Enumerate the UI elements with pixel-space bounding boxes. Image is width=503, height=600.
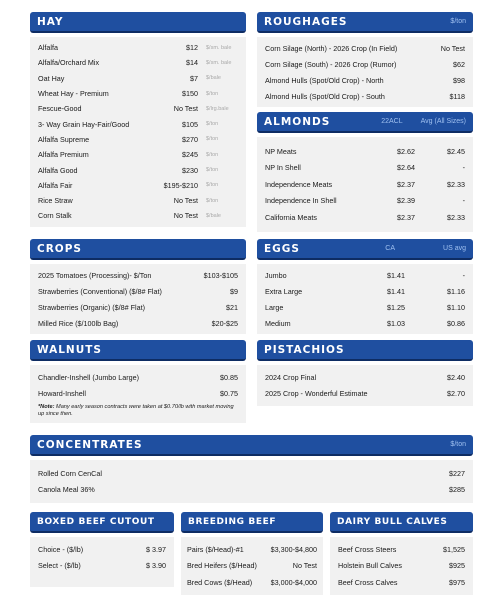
hay-item-value: $150: [182, 89, 198, 99]
concentrates-item-value: $285: [449, 485, 465, 495]
eggs-row: [265, 267, 465, 283]
almonds-col1: 22ACL: [381, 118, 403, 125]
hay-item-unit: $/ton: [206, 182, 219, 189]
dairy-bull-list: [330, 537, 473, 595]
crops-row: [38, 315, 238, 331]
dairy-bull-panel: [330, 512, 473, 595]
roughages-unit: $/ton: [450, 18, 466, 25]
concentrates-item-name: Canola Meal 36%: [38, 485, 95, 495]
hay-row: [38, 162, 238, 177]
walnuts-note-text: Many early season contracts were taken at $0.70/lb with market moving up since then.: [38, 404, 234, 417]
hay-item-name: Fescue-Good: [38, 104, 82, 114]
almonds-item-v1: $2.62: [397, 146, 415, 156]
breeding_beef-item-name: Bred Heifers ($/Head): [187, 561, 257, 571]
concentrates-panel: [30, 435, 473, 503]
eggs-item-v2: $1.10: [447, 302, 465, 312]
hay-item-value: No Test: [173, 104, 198, 114]
walnuts-list: [30, 365, 246, 423]
almonds-item-name: Independence In Shell: [265, 196, 337, 206]
hay-item-unit: $/ton: [206, 151, 219, 158]
crops-item-name: Milled Rice ($/100lb Bag): [38, 318, 119, 328]
boxed_beef-item-value: $ 3.97: [146, 544, 166, 554]
eggs-col2: US avg: [443, 245, 466, 252]
hay-item-name: Alfalfa/Orchard Mix: [38, 58, 100, 68]
eggs-col-headers: [385, 245, 466, 252]
roughages-item-name: Almond Hulls (Spot/Old Crop) - North: [265, 75, 384, 85]
hay-item-value: $14: [186, 58, 198, 68]
almonds-item-name: Independence Meats: [265, 179, 333, 189]
pistachios-item-name: 2024 Crop Final: [265, 372, 317, 382]
eggs-item-v2: -: [462, 270, 465, 280]
concentrates-header: [30, 435, 473, 456]
almonds-list: [257, 137, 473, 232]
roughages-item-value: $98: [453, 75, 465, 85]
eggs-item-v1: $1.03: [387, 318, 405, 328]
eggs-row: [265, 283, 465, 299]
hay-list: [30, 37, 246, 227]
crops-item-value: $103-$105: [203, 270, 238, 280]
crops-item-name: Strawberries (Conventional) ($/8# Flat): [38, 286, 162, 296]
hay-item-name: Alfalfa: [38, 43, 58, 53]
dairy_bull-item-value: $925: [449, 561, 465, 571]
eggs-item-name: Large: [265, 302, 284, 312]
hay-row: [38, 116, 238, 131]
hay-row: [38, 178, 238, 193]
hay-item-unit: $/sm. bale: [206, 59, 232, 66]
concentrates-item-value: $227: [449, 468, 465, 478]
almonds-item-v1: $2.39: [397, 196, 415, 206]
crops-item-name: Strawberries (Organic) ($/8# Flat): [38, 302, 146, 312]
eggs-item-v1: $1.25: [387, 302, 405, 312]
concentrates-row: [38, 482, 465, 499]
hay-item-name: Oat Hay: [38, 73, 65, 83]
roughages-title: ROUGHAGES: [264, 15, 348, 28]
walnuts-item-name: Chandler-Inshell (Jumbo Large): [38, 372, 140, 382]
crops-item-value: $21: [226, 302, 238, 312]
dairy_bull-item-value: $1,525: [443, 544, 465, 554]
dairy_bull-row: [338, 541, 465, 558]
roughages-header: [257, 12, 473, 33]
almonds-row: [265, 143, 465, 160]
crops-row: [38, 267, 238, 283]
hay-item-unit: $/lrg.bale: [206, 105, 229, 112]
almonds-header: [257, 112, 473, 133]
walnuts-item-name: Howard-Inshell: [38, 389, 86, 399]
eggs-item-v2: $1.16: [447, 286, 465, 296]
hay-header: [30, 12, 246, 33]
hay-item-unit: $/ton: [206, 90, 219, 97]
crops-item-value: $20-$25: [211, 318, 238, 328]
almonds-row: [265, 209, 465, 226]
hay-row: [38, 193, 238, 208]
hay-item-unit: $/sm. bale: [206, 44, 232, 51]
eggs-panel: [257, 239, 473, 334]
hay-row: [38, 40, 238, 55]
walnuts-title: WALNUTS: [37, 343, 102, 356]
hay-row: [38, 208, 238, 223]
hay-item-unit: $/ton: [206, 136, 219, 143]
breeding_beef-item-name: Pairs ($/Head)-#1: [187, 544, 244, 554]
roughages-row: [265, 72, 465, 88]
breeding-beef-title: BREEDING BEEF: [188, 516, 277, 527]
almonds-col2: Avg (All Sizes): [420, 118, 466, 125]
pistachios-list: [257, 365, 473, 406]
walnuts-panel: [30, 340, 246, 423]
eggs-item-v1: $1.41: [387, 270, 405, 280]
roughages-item-value: No Test: [440, 43, 465, 53]
roughages-row: [265, 40, 465, 56]
pistachios-header: [257, 340, 473, 361]
roughages-item-value: $118: [449, 91, 465, 101]
eggs-item-name: Extra Large: [265, 286, 303, 296]
hay-row: [38, 101, 238, 116]
concentrates-row: [38, 465, 465, 482]
boxed_beef-item-value: $ 3.90: [146, 561, 166, 571]
roughages-item-name: Almond Hulls (Spot/Old Crop) - South: [265, 91, 385, 101]
boxed_beef-row: [38, 541, 166, 558]
pistachios-row: [265, 369, 465, 386]
dairy_bull-item-value: $975: [449, 577, 465, 587]
hay-item-unit: $/ton: [206, 167, 219, 174]
pistachios-title: PISTACHIOS: [264, 343, 345, 356]
eggs-item-name: Medium: [265, 318, 291, 328]
roughages-item-name: Corn Silage (South) - 2026 Crop (Rumor): [265, 59, 397, 69]
eggs-header: [257, 239, 473, 260]
hay-item-name: Alfalfa Good: [38, 165, 78, 175]
eggs-item-v2: $0.86: [447, 318, 465, 328]
hay-row: [38, 86, 238, 101]
boxed_beef-item-name: Choice - ($/lb): [38, 544, 84, 554]
crops-panel: [30, 239, 246, 334]
roughages-list: [257, 37, 473, 107]
breeding_beef-item-value: $3,300-$4,800: [270, 544, 317, 554]
almonds-row: [265, 193, 465, 210]
breeding_beef-row: [187, 574, 317, 591]
eggs-item-name: Jumbo: [265, 270, 287, 280]
walnuts-item-value: $0.85: [220, 372, 238, 382]
hay-item-name: Wheat Hay - Premium: [38, 89, 109, 99]
walnuts-row: [38, 369, 238, 386]
almonds-item-v2: -: [462, 163, 465, 173]
almonds-item-v1: $2.64: [397, 163, 415, 173]
hay-item-name: Rice Straw: [38, 196, 73, 206]
boxed-beef-title: BOXED BEEF CUTOUT: [37, 516, 155, 527]
boxed-beef-list: [30, 537, 174, 587]
boxed_beef-item-name: Select - ($/lb): [38, 561, 81, 571]
boxed-beef-header: [30, 512, 174, 533]
hay-row: [38, 55, 238, 70]
roughages-item-name: Corn Silage (North) - 2026 Crop (In Field): [265, 43, 398, 53]
hay-row: [38, 132, 238, 147]
hay-row: [38, 147, 238, 162]
breeding_beef-item-value: No Test: [292, 561, 317, 571]
eggs-col1: CA: [385, 245, 396, 252]
almonds-item-name: NP Meats: [265, 146, 297, 156]
hay-item-name: 3- Way Grain Hay-Fair/Good: [38, 119, 130, 129]
almonds-item-v1: $2.37: [397, 212, 415, 222]
crops-row: [38, 299, 238, 315]
almonds-item-name: California Meats: [265, 212, 317, 222]
dairy_bull-row: [338, 558, 465, 575]
roughages-panel: [257, 12, 473, 107]
hay-item-unit: $/ton: [206, 197, 219, 204]
dairy_bull-item-name: Beef Cross Calves: [338, 577, 398, 587]
hay-row: [38, 71, 238, 86]
hay-item-unit: $/bale: [206, 212, 221, 219]
hay-item-name: Corn Stalk: [38, 211, 72, 221]
hay-item-value: $7: [190, 73, 198, 83]
walnuts-item-value: $0.75: [220, 389, 238, 399]
crops-title: CROPS: [37, 242, 82, 255]
hay-item-value: $105: [182, 119, 198, 129]
breeding-beef-panel: [181, 512, 323, 595]
almonds-panel: [257, 112, 473, 232]
breeding-beef-list: [181, 537, 323, 595]
almonds-item-v1: $2.37: [397, 179, 415, 189]
eggs-title: EGGS: [264, 242, 300, 255]
eggs-row: [265, 299, 465, 315]
walnuts-header: [30, 340, 246, 361]
crops-header: [30, 239, 246, 260]
walnuts-note-label: *Note:: [38, 404, 55, 410]
concentrates-unit: $/ton: [450, 441, 466, 448]
hay-item-value: No Test: [173, 196, 198, 206]
concentrates-list: [30, 460, 473, 503]
hay-item-unit: $/ton: [206, 121, 219, 128]
almonds-item-v2: $2.33: [447, 212, 465, 222]
crops-item-value: $9: [230, 286, 238, 296]
almonds-item-name: NP In Shell: [265, 163, 301, 173]
dairy-bull-header: [330, 512, 473, 533]
hay-item-name: Alfalfa Supreme: [38, 134, 90, 144]
pistachios-item-value: $2.70: [447, 389, 465, 399]
breeding_beef-item-value: $3,000-$4,000: [270, 577, 317, 587]
breeding_beef-row: [187, 558, 317, 575]
pistachios-panel: [257, 340, 473, 406]
dairy_bull-item-name: Holstein Bull Calves: [338, 561, 402, 571]
boxed-beef-panel: [30, 512, 174, 587]
almonds-item-v2: $2.33: [447, 179, 465, 189]
roughages-row: [265, 88, 465, 104]
hay-item-value: $230: [182, 165, 198, 175]
eggs-row: [265, 315, 465, 331]
walnuts-row: [38, 386, 238, 403]
hay-item-value: $245: [182, 150, 198, 160]
hay-title: HAY: [37, 15, 64, 28]
breeding-beef-header: [181, 512, 323, 533]
almonds-col-headers: [381, 118, 466, 125]
hay-item-value: No Test: [173, 211, 198, 221]
eggs-list: [257, 264, 473, 334]
pistachios-row: [265, 386, 465, 403]
crops-row: [38, 283, 238, 299]
roughages-item-value: $62: [453, 59, 465, 69]
eggs-item-v1: $1.41: [387, 286, 405, 296]
crops-list: [30, 264, 246, 334]
roughages-row: [265, 56, 465, 72]
crops-item-name: 2025 Tomatoes (Processing)- $/Ton: [38, 270, 152, 280]
hay-item-name: Alfalfa Premium: [38, 150, 89, 160]
almonds-title: ALMONDS: [264, 115, 331, 128]
hay-item-value: $270: [182, 134, 198, 144]
almonds-row: [265, 176, 465, 193]
breeding_beef-item-name: Bred Cows ($/Head): [187, 577, 253, 587]
breeding_beef-row: [187, 541, 317, 558]
walnuts-note: [38, 402, 238, 418]
pistachios-item-value: $2.40: [447, 372, 465, 382]
hay-item-name: Alfalfa Fair: [38, 180, 73, 190]
almonds-item-v2: -: [462, 196, 465, 206]
almonds-item-v2: $2.45: [447, 146, 465, 156]
hay-item-value: $12: [186, 43, 198, 53]
dairy_bull-row: [338, 574, 465, 591]
hay-panel: [30, 12, 246, 227]
concentrates-title: CONCENTRATES: [37, 438, 143, 451]
dairy-bull-title: DAIRY BULL CALVES: [337, 516, 448, 527]
hay-item-unit: $/bale: [206, 75, 221, 82]
pistachios-item-name: 2025 Crop - Wonderful Estimate: [265, 389, 368, 399]
concentrates-item-name: Rolled Corn CenCal: [38, 468, 102, 478]
dairy_bull-item-name: Beef Cross Steers: [338, 544, 397, 554]
almonds-row: [265, 160, 465, 177]
hay-item-value: $195-$210: [163, 180, 198, 190]
boxed_beef-row: [38, 558, 166, 575]
